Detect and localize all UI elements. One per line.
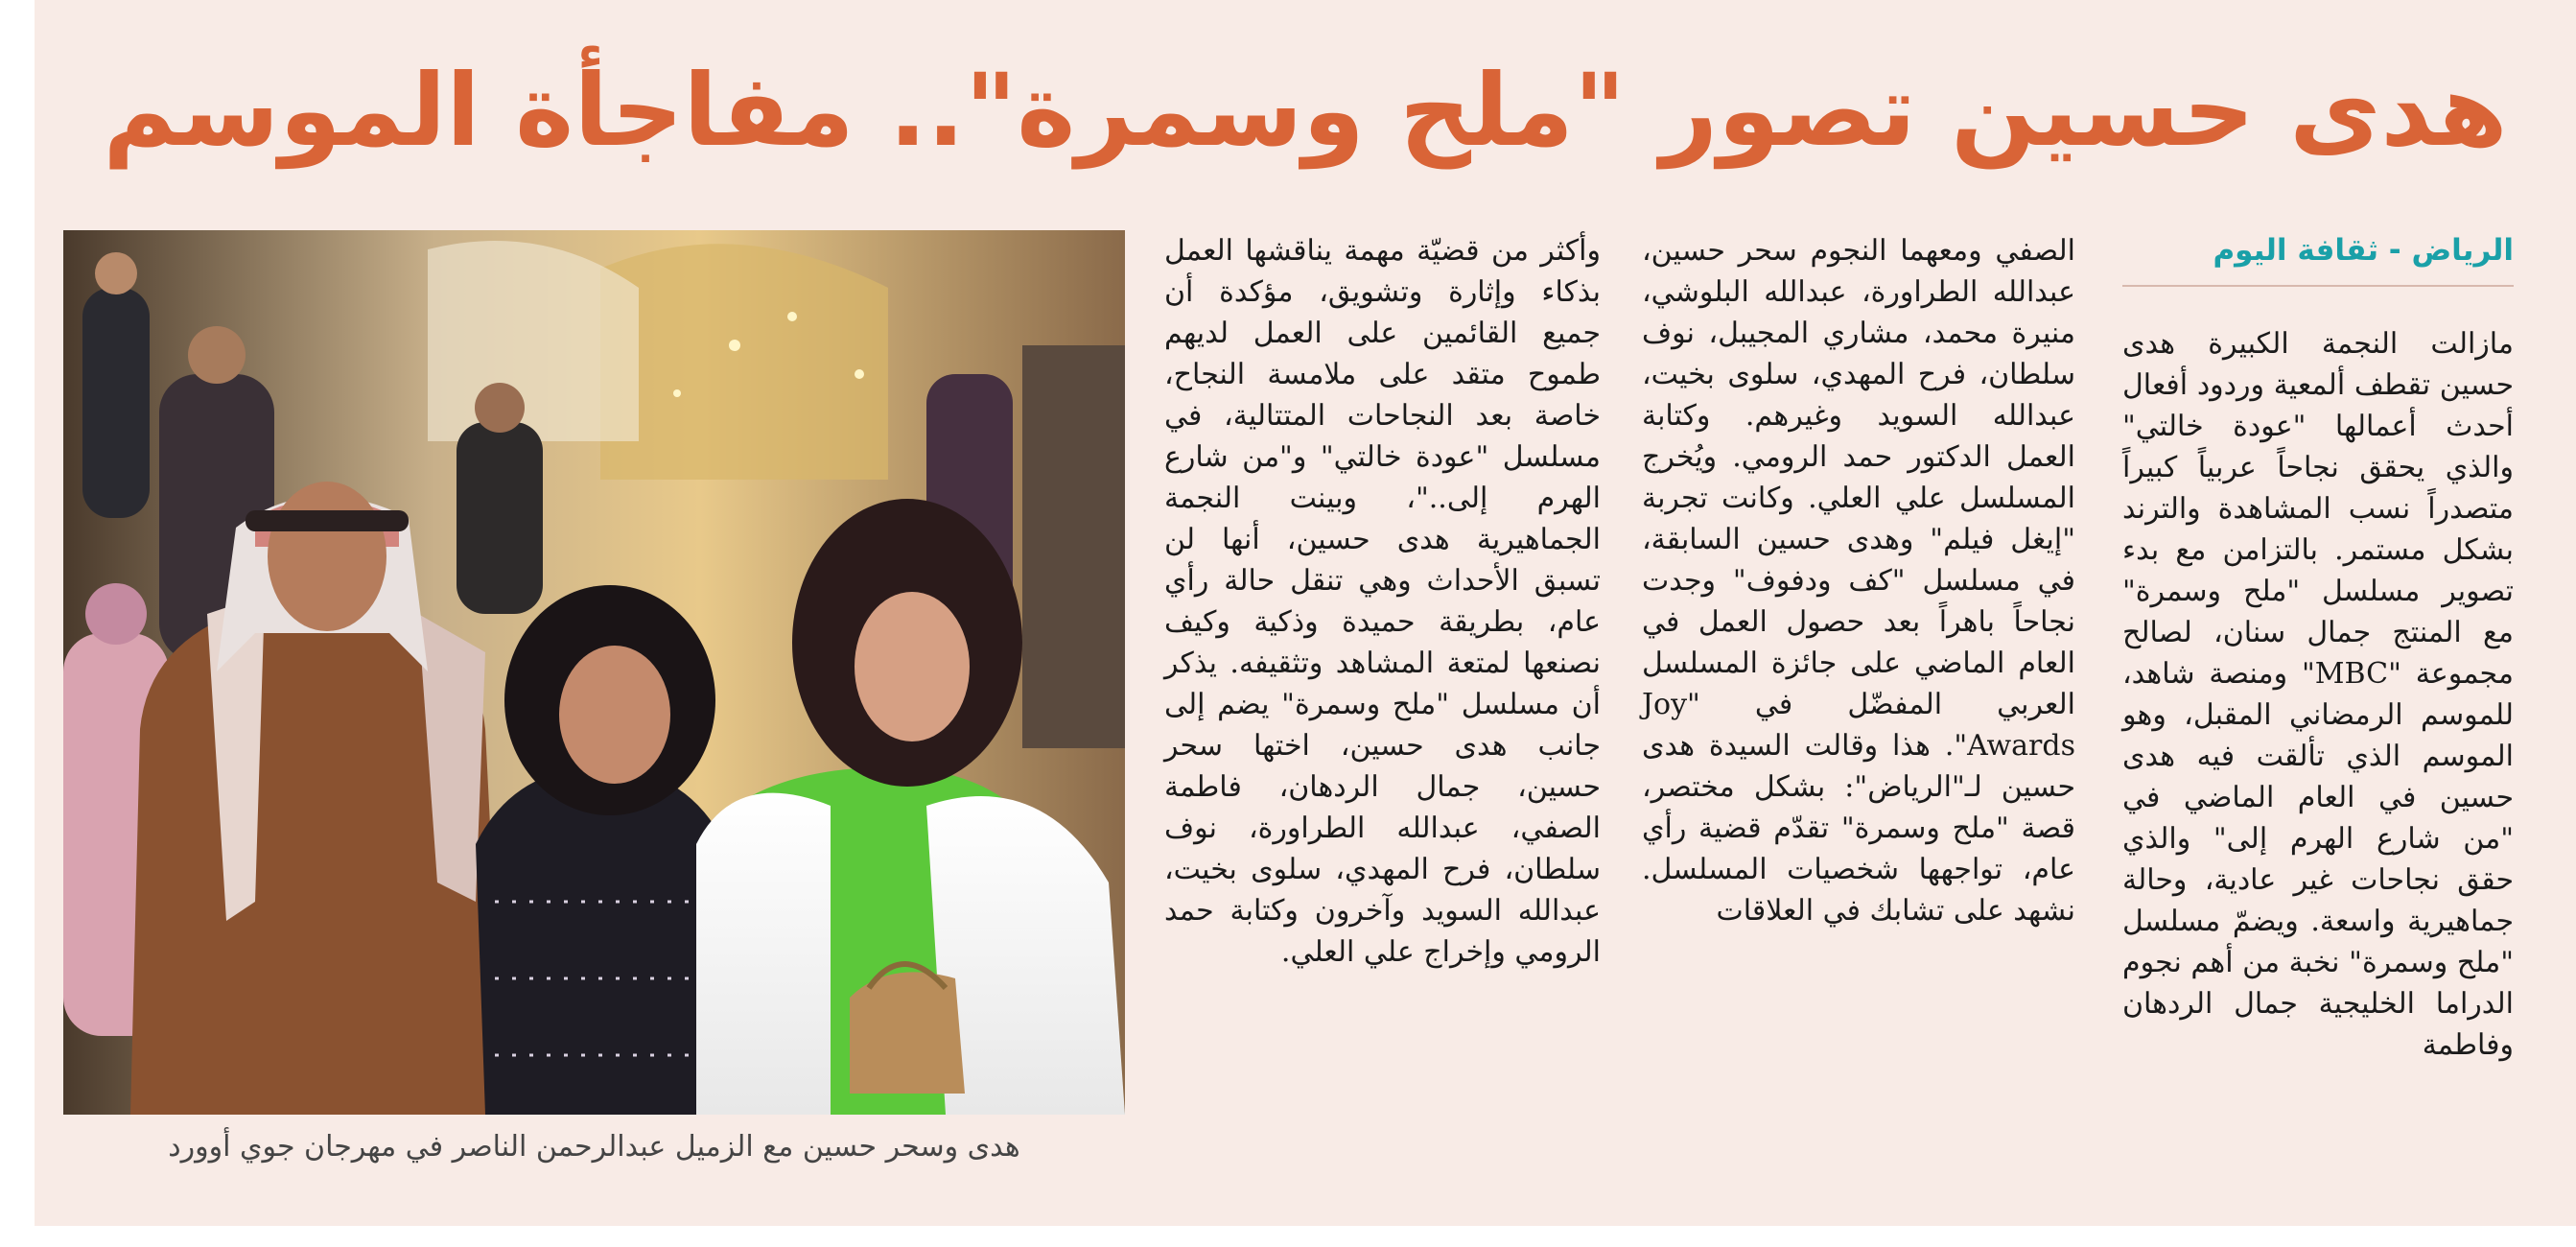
dateline: الرياض - ثقافة اليوم bbox=[2122, 230, 2514, 287]
article-headline: هدى حسين تصور "ملح وسمرة".. مفاجأة الموسم bbox=[103, 52, 2508, 169]
article-photo bbox=[63, 230, 1125, 1115]
column-3-text: وأكثر من قضيّة مهمة يناقشها العمل بذكاء وإثارة وتشويق، مؤكدة أن جميع القائمين على العمل لديهم طموح متقد على ملامسة النجاح، خاصة بعد النجاحات المتتالية، في مسلسل "عودة خالتي" و"من شارع الهرم إلى.."، وبينت النجمة الجماهيرية هدى حسين، أنها لن تسبق الأحداث وهي تنقل حالة رأي عام، بطريقة حميدة وذكية وكيف نصنعها لمتعة المشاهد وتثقيفه. يذكر أن مسلسل "ملح وسمرة" يضم إلى جانب هدى حسين، اختها سحر حسين، جمال الردهان، فاطمة الصفي، عبدالله الطراورة، نوف سلطان، فرح المهدي، سلوى بخيت، عبدالله السويد وآخرون وكتابة حمد الرومي وإخراج علي العلي. bbox=[1164, 234, 1601, 969]
photo-caption: هدى وسحر حسين مع الزميل عبدالرحمن الناصر في مهرجان جوي أوورد bbox=[168, 1130, 1020, 1164]
article-column-2 bbox=[1642, 230, 2075, 1189]
article-column-3 bbox=[1164, 230, 1601, 1189]
event-photo-illustration bbox=[63, 230, 1125, 1115]
article-column-1 bbox=[2122, 230, 2514, 1189]
column-1-text: مازالت النجمة الكبيرة هدى حسين تقطف ألمعية وردود أفعال أحدث أعمالها "عودة خالتي" والذي يحقق نجاحاً عربياً كبيراً متصدراً نسب المشاهدة والترند بشكل مستمر. بالتزامن مع بدء تصوير مسلسل "ملح وسمرة" مع المنتج جمال سنان، لصالح مجموعة "MBC" ومنصة شاهد، للموسم الرمضاني المقبل، وهو الموسم الذي تألقت فيه هدى حسين في العام الماضي في "من شارع الهرم إلى" والذي حقق نجاحات غير عادية، وحالة جماهيرية واسعة. ويضمّ مسلسل "ملح وسمرة" نخبة من أهم نجوم الدراما الخليجية جمال الردهان وفاطمة bbox=[2122, 327, 2514, 1062]
newspaper-page bbox=[35, 0, 2576, 1226]
column-2-text: الصفي ومعهما النجوم سحر حسين، عبدالله الطراورة، عبدالله البلوشي، منيرة محمد، مشاري المجيبل، نوف سلطان، فرح المهدي، سلوى بخيت، عبدالله السويد وغيرهم. وكتابة العمل الدكتور حمد الرومي. ويُخرج المسلسل علي العلي. وكانت تجربة "إيغل فيلم" وهدى حسين السابقة، في مسلسل "كف ودفوف" وجدت نجاحاً باهراً بعد حصول العمل في العام الماضي على جائزة المسلسل العربي المفضّل في "Joy Awards". هذا وقالت السيدة هدى حسين لـ"الرياض": بشكل مختصر، قصة "ملح وسمرة" تقدّم قضية رأي عام، تواجهها شخصيات المسلسل. نشهد على تشابك في العلاقات bbox=[1642, 234, 2075, 928]
